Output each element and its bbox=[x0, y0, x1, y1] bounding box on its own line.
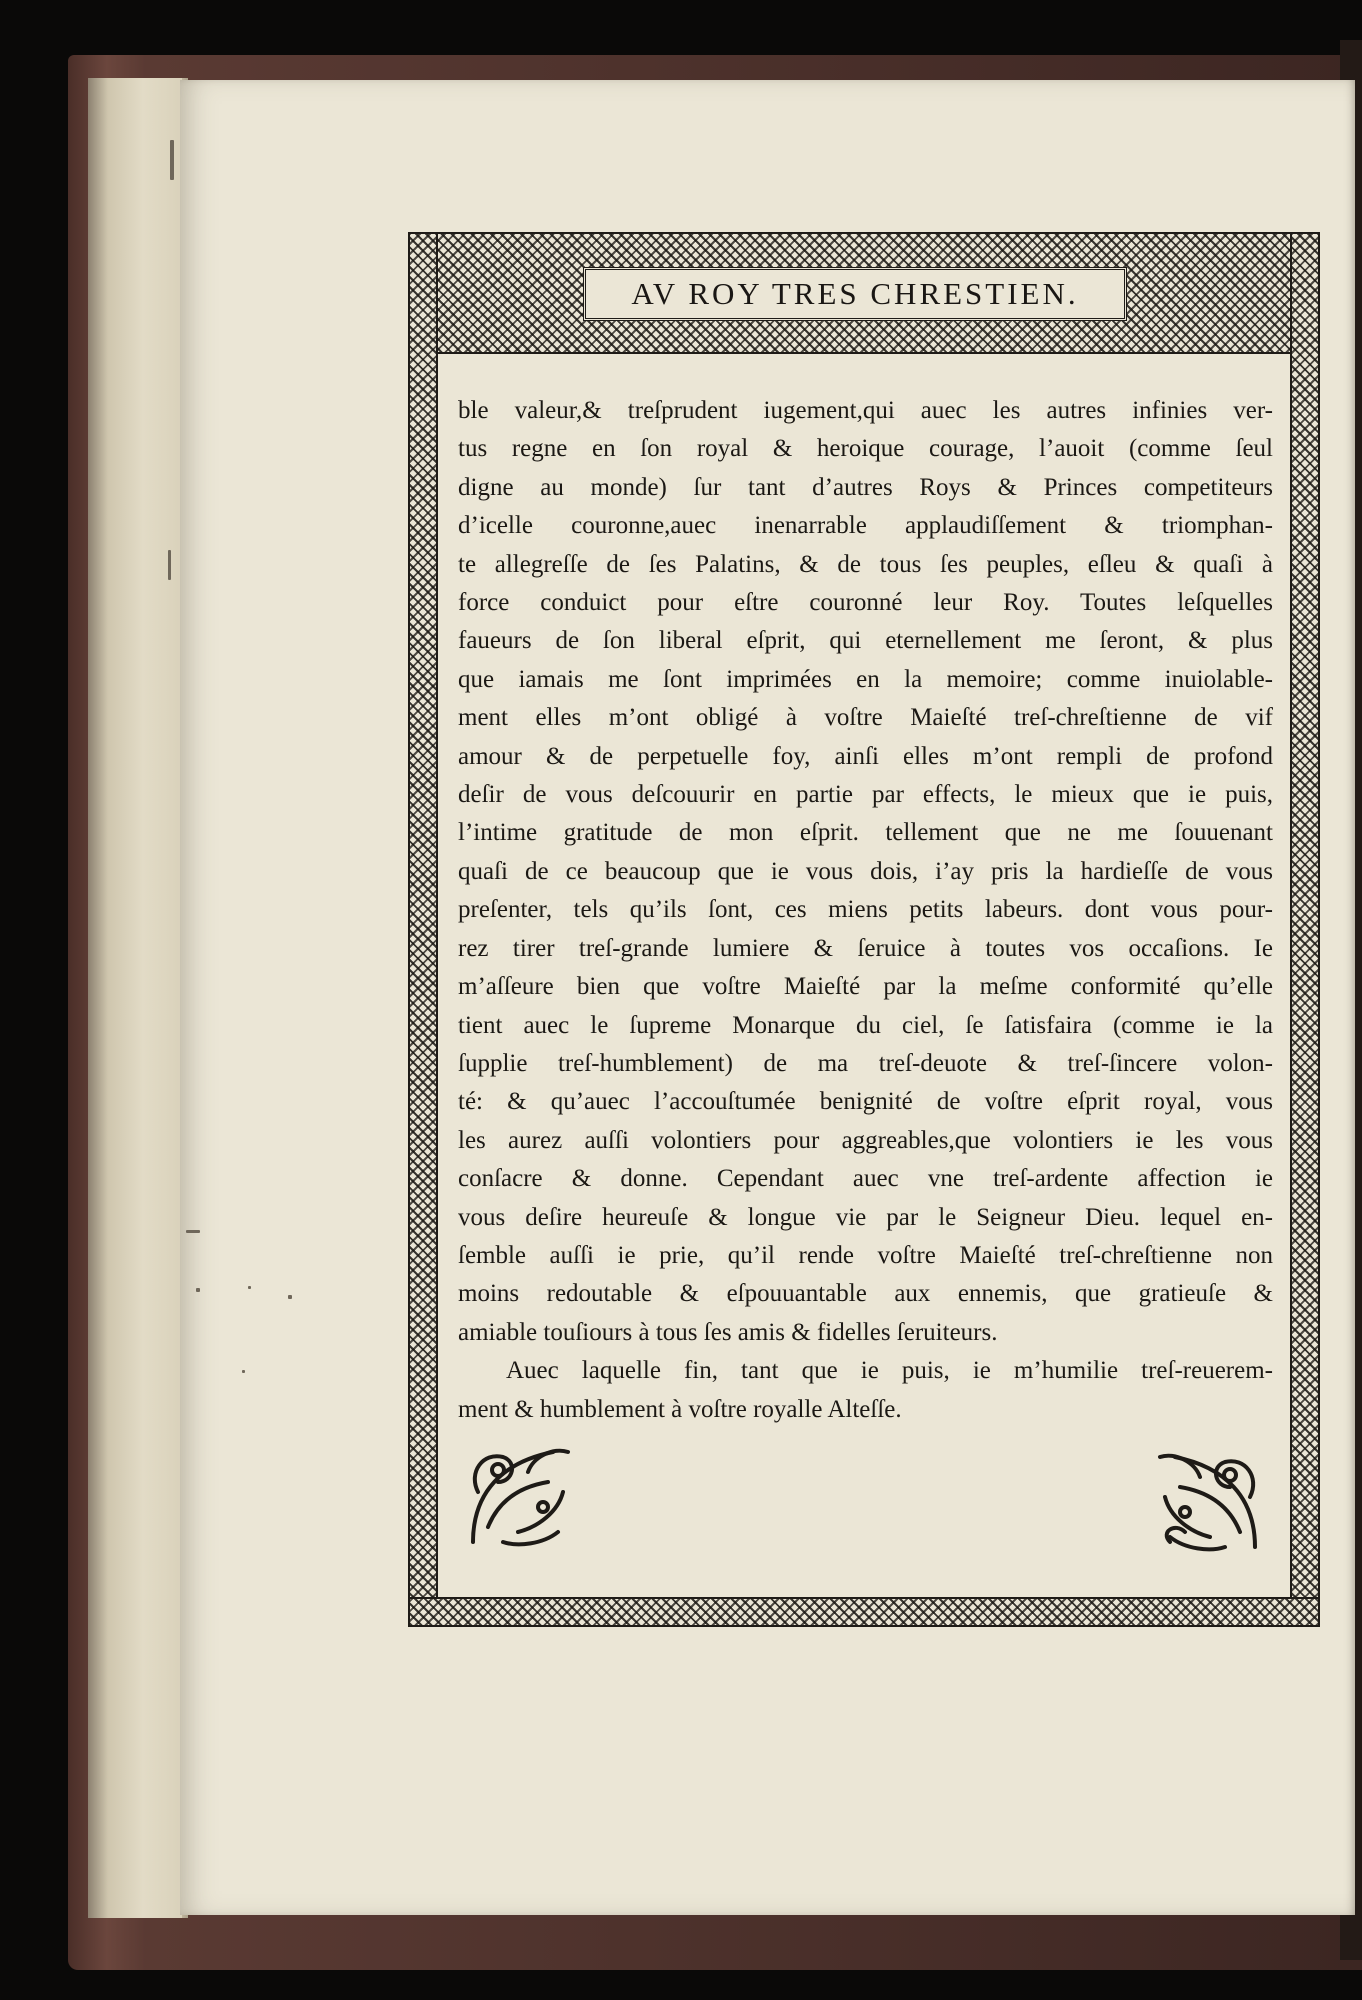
text-line: ſemble auſſi ie prie, qu’il rende voſtre Maieſté treſ-chreſtienne non bbox=[458, 1241, 1273, 1269]
text-line: Auec laquelle fin, tant que ie puis, ie m’humilie treſ-reuerem- bbox=[506, 1357, 1273, 1385]
body-text bbox=[458, 392, 1273, 1429]
running-title-box bbox=[583, 267, 1127, 321]
text-line: preſenter, tels qu’ils ſont, ces miens petits labeurs. dont vous pour- bbox=[458, 896, 1273, 924]
text-line: ment & humblement à voſtre royalle Alteſſe. bbox=[458, 1395, 902, 1423]
text-line: deſir de vous deſcouurir en partie par effects, le mieux que ie puis, bbox=[458, 781, 1273, 809]
border-left-band bbox=[408, 232, 438, 1627]
margin-mark bbox=[242, 1370, 245, 1373]
text-line: vous deſire heureuſe & longue vie par le Seigneur Dieu. lequel en- bbox=[458, 1203, 1273, 1231]
page-stack-edge bbox=[88, 78, 188, 1918]
margin-mark bbox=[186, 1230, 200, 1233]
margin-mark bbox=[170, 140, 174, 180]
text-line: amour & de perpetuelle foy, ainſi elles m’ont rempli de profond bbox=[458, 742, 1273, 770]
text-line: tient auec le ſupreme Monarque du ciel, ſe ſatisfaira (comme ie la bbox=[458, 1011, 1273, 1039]
text-line: les aurez auſſi volontiers pour aggreables,que volontiers ie les vous bbox=[458, 1126, 1273, 1154]
text-line: ble valeur,& treſprudent iugement,qui auec les autres infinies ver- bbox=[458, 397, 1273, 424]
margin-mark bbox=[196, 1288, 200, 1292]
running-title: AV ROY TRES CHRESTIEN. bbox=[631, 276, 1079, 311]
text-line: té: & qu’auec l’accouſtumée benignité de voſtre eſprit royal, vous bbox=[458, 1088, 1273, 1116]
text-line: ment elles m’ont obligé à voſtre Maieſté treſ-chreſtienne de vif bbox=[458, 704, 1273, 732]
fleuron-icon bbox=[458, 1432, 578, 1552]
ornamental-border bbox=[408, 232, 1320, 1627]
border-bottom-band bbox=[408, 1597, 1320, 1627]
text-line: digne au monde) ſur tant d’autres Roys & Princes competiteurs bbox=[458, 473, 1273, 501]
text-line: rez tirer treſ-grande lumiere & ſeruice à toutes vos occaſions. Ie bbox=[458, 934, 1273, 962]
text-line: faueurs de ſon liberal eſprit, qui eternellement me ſeront, & plus bbox=[458, 627, 1273, 655]
text-line: conſacre & donne. Cependant auec vne treſ-ardente affection ie bbox=[458, 1165, 1273, 1193]
text-line: amiable touſiours à tous ſes amis & fidelles ſeruiteurs. bbox=[458, 1318, 998, 1346]
margin-mark bbox=[288, 1295, 292, 1299]
text-line: que iamais me ſont imprimées en la memoire; comme inuiolable- bbox=[458, 665, 1273, 693]
border-right-band bbox=[1290, 232, 1320, 1627]
text-line: tus regne en ſon royal & heroique courage, l’auoit (comme ſeul bbox=[458, 435, 1273, 463]
text-line: force conduict pour eſtre couronné leur Roy. Toutes leſquelles bbox=[458, 589, 1273, 617]
text-line: moins redoutable & eſpouuantable aux ennemis, que gratieuſe & bbox=[458, 1280, 1273, 1308]
margin-mark bbox=[168, 550, 171, 580]
text-line: te allegreſſe de ſes Palatins, & de tous ſes peuples, eſleu & quaſi à bbox=[458, 550, 1273, 578]
fleuron-icon bbox=[1150, 1437, 1270, 1557]
text-line: m’aſſeure bien que voſtre Maieſté par la meſme conformité qu’elle bbox=[458, 973, 1273, 1001]
text-line: ſupplie treſ-humblement) de ma treſ-deuote & treſ-ſincere volon- bbox=[458, 1049, 1273, 1077]
margin-mark bbox=[248, 1286, 251, 1289]
text-line: l’intime gratitude de mon eſprit. tellement que ne me ſouuenant bbox=[458, 819, 1273, 847]
text-line: d’icelle couronne,auec inenarrable applaudiſſement & triomphan- bbox=[458, 512, 1273, 540]
text-line: quaſi de ce beaucoup que ie vous dois, i’ay pris la hardieſſe de vous bbox=[458, 857, 1273, 885]
